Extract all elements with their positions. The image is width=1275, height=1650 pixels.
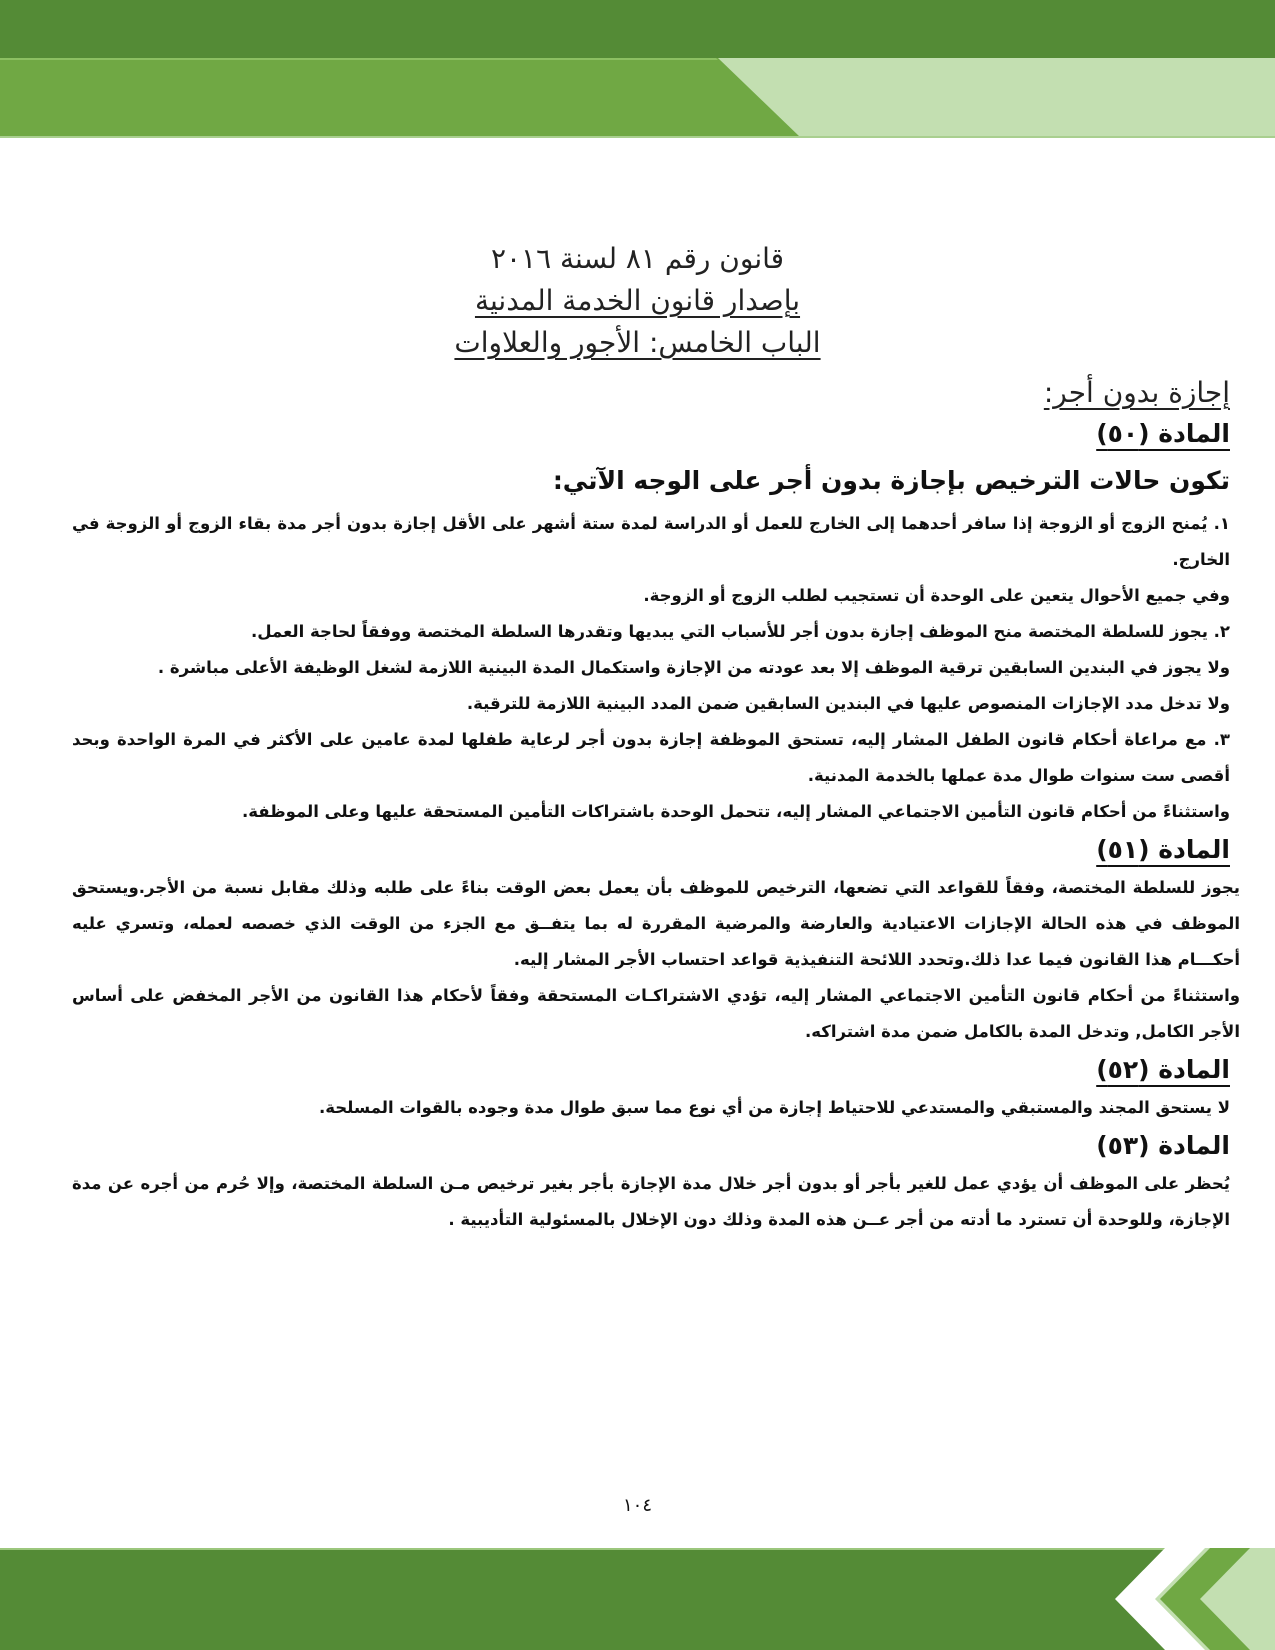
article-50-clause-2: ٢. يجوز للسلطة المختصة منح الموظف إجازة بدون أجر للأسباب التي يبديها وتقدرها السلطة المختصة ووفقاً لحاجة العمل. — [251, 622, 1230, 641]
article-53-heading: المادة (٥٣) — [1096, 1131, 1230, 1160]
article-50-note-4: واستثناءً من أحكام قانون التأمين الاجتماعي المشار إليه، تتحمل الوحدة باشتراكات التأمين المستحقة عليها وعلى الموظفة. — [241, 802, 1230, 821]
header-mid-stripe — [0, 58, 800, 137]
law-subject-title: بإصدار قانون الخدمة المدنية — [474, 284, 801, 317]
header-dark-stripe — [0, 0, 1275, 58]
chapter-title: الباب الخامس: الأجور والعلاوات — [454, 326, 821, 359]
footer-decorative-band — [0, 1548, 1275, 1650]
law-number-title: قانون رقم ٨١ لسنة ٢٠١٦ — [490, 242, 785, 275]
article-52-heading: المادة (٥٢) — [1096, 1055, 1230, 1084]
section-heading: إجازة بدون أجر: — [1043, 376, 1230, 409]
article-51-paragraph-2: واستثناءً من أحكام قانون التأمين الاجتماعي المشار إليه، تؤدي الاشتراكـات المستحقة وفقاً لأحكام هذا القانون من الأجر المخفض على أساس الأجر الكامل, وتدخل المدة بالكامل ضمن مدة اشتراكه. — [72, 986, 1240, 1041]
header-decorative-band — [0, 0, 1275, 140]
article-50-heading: المادة (٥٠) — [1096, 419, 1230, 448]
article-50-note-3: ولا تدخل مدد الإجازات المنصوص عليها في البندين السابقين ضمن المدد البينية اللازمة للترقية. — [466, 694, 1230, 713]
page-number: ١٠٤ — [622, 1495, 652, 1516]
document-header — [300, 238, 975, 364]
article-52-paragraph: لا يستحق المجند والمستبقي والمستدعي للاحتياط إجازة من أي نوع مما سبق طوال مدة وجوده بالقوات المسلحة. — [319, 1098, 1230, 1117]
article-50-clause-1: ١. يُمنح الزوج أو الزوجة إذا سافر أحدهما إلى الخارج للعمل أو الدراسة لمدة ستة أشهر على الأقل إجازة بدون أجر مدة بقاء الزوج أو الزوجة في الخارج. — [72, 514, 1230, 569]
article-50-clause-3: ٣. مع مراعاة أحكام قانون الطفل المشار إليه، تستحق الموظفة إجازة بدون أجر لرعاية طفلها لمدة عامين على الأكثر في المرة الواحدة وبحد أقصى ست سنوات طوال مدة عملها بالخدمة المدنية. — [72, 730, 1230, 785]
article-51-heading: المادة (٥١) — [1096, 835, 1230, 864]
article-51-paragraph-1: يجوز للسلطة المختصة، وفقاً للقواعد التي تضعها، الترخيص للموظف بأن يعمل بعض الوقت بناءً على طلبه وذلك مقابل نسبة من الأجر.ويستحق الموظف في هذه الحالة الإجازات الاعتيادية والعارضة والمرضية المقررة له بما يتفــق مع الجزء من الوقت الذي خصصه لعمله، وتسري عليه أحكـــام هذا القانون فيما عدا ذلك.وتحدد اللائحة التنفيذية قواعد احتساب الأجر المشار إليه. — [72, 878, 1240, 969]
article-50-note-1: وفي جميع الأحوال يتعين على الوحدة أن تستجيب لطلب الزوج أو الزوجة. — [643, 586, 1230, 605]
footer-dark-band — [0, 1548, 1275, 1650]
article-50-note-2: ولا يجوز في البندين السابقين ترقية الموظف إلا بعد عودته من الإجازة واستكمال المدة البينية اللازمة لشغل الوظيفة الأعلى مباشرة . — [157, 658, 1230, 677]
article-50-lead: تكون حالات الترخيص بإجازة بدون أجر على الوجه الآتي: — [552, 466, 1230, 495]
article-53-paragraph: يُحظر على الموظف أن يؤدي عمل للغير بأجر أو بدون أجر خلال مدة الإجازة بأجر بغير ترخيص مـن السلطة المختصة، وإلا حُرم من أجره عن مدة الإجازة، وللوحدة أن تسترد ما أدته من أجر عــن هذه المدة وذلك دون الإخلال بالمسئولية التأديبية . — [72, 1174, 1230, 1229]
document-body — [72, 372, 1240, 1238]
